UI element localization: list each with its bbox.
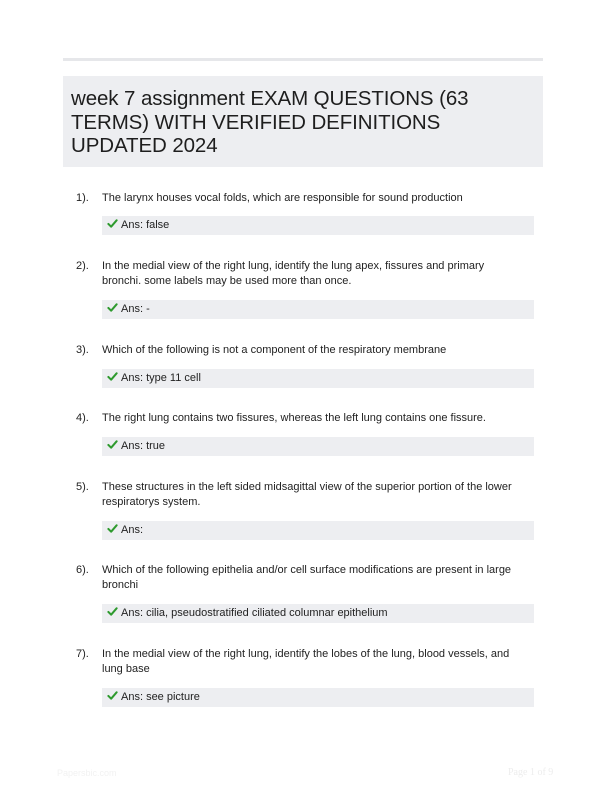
answer-box <box>102 437 534 456</box>
answer-text: Ans: cilia, pseudostratified ciliated columnar epithelium <box>121 607 388 619</box>
answer-box <box>102 369 534 388</box>
question-number: 5). <box>76 481 89 493</box>
answer-box <box>102 300 534 319</box>
title-box <box>63 76 543 167</box>
answer-text: Ans: false <box>121 219 170 231</box>
question-text: The larynx houses vocal folds, which are responsible for sound production <box>102 192 463 204</box>
answer-text: Ans: see picture <box>121 691 200 703</box>
answer-text: Ans: - <box>121 303 150 315</box>
checkmark-icon <box>107 690 118 701</box>
checkmark-icon <box>107 302 118 313</box>
question-number: 4). <box>76 412 89 424</box>
checkmark-icon <box>107 371 118 382</box>
answer-text: Ans: true <box>121 440 166 452</box>
question-number: 7). <box>76 648 89 660</box>
question-text: In the medial view of the right lung, identify the lung apex, fissures and primary bronchi. some labels may be used more than once. <box>102 260 485 287</box>
question-number: 2). <box>76 260 89 272</box>
answer-text: Ans: <box>121 524 144 536</box>
question-number: 6). <box>76 564 89 576</box>
question-text: Which of the following is not a component of the respiratory membrane <box>102 344 447 356</box>
question-number: 1). <box>76 192 89 204</box>
document-title: week 7 assignment EXAM QUESTIONS (63 TERMS) WITH VERIFIED DEFINITIONS UPDATED 2024 <box>71 87 469 157</box>
checkmark-icon <box>107 523 118 534</box>
checkmark-icon <box>107 218 118 229</box>
answer-box <box>102 688 534 707</box>
question-text: These structures in the left sided midsagittal view of the superior portion of the lower respiratorys system. <box>102 481 512 508</box>
question-text: The right lung contains two fissures, whereas the left lung contains one fissure. <box>102 412 486 424</box>
question-text: Which of the following epithelia and/or cell surface modifications are present in large bronchi <box>102 564 512 591</box>
answer-box <box>102 604 534 623</box>
page-number: Page 1 of 9 <box>508 767 554 778</box>
answer-box <box>102 216 534 235</box>
question-number: 3). <box>76 344 89 356</box>
footer-site-watermark: Papersbic.com <box>57 768 117 778</box>
answer-box <box>102 521 534 540</box>
checkmark-icon <box>107 606 118 617</box>
top-rule <box>63 58 543 61</box>
answer-text: Ans: type 11 cell <box>121 372 201 384</box>
question-text: In the medial view of the right lung, identify the lobes of the lung, blood vessels, and lung base <box>102 648 510 675</box>
checkmark-icon <box>107 439 118 450</box>
